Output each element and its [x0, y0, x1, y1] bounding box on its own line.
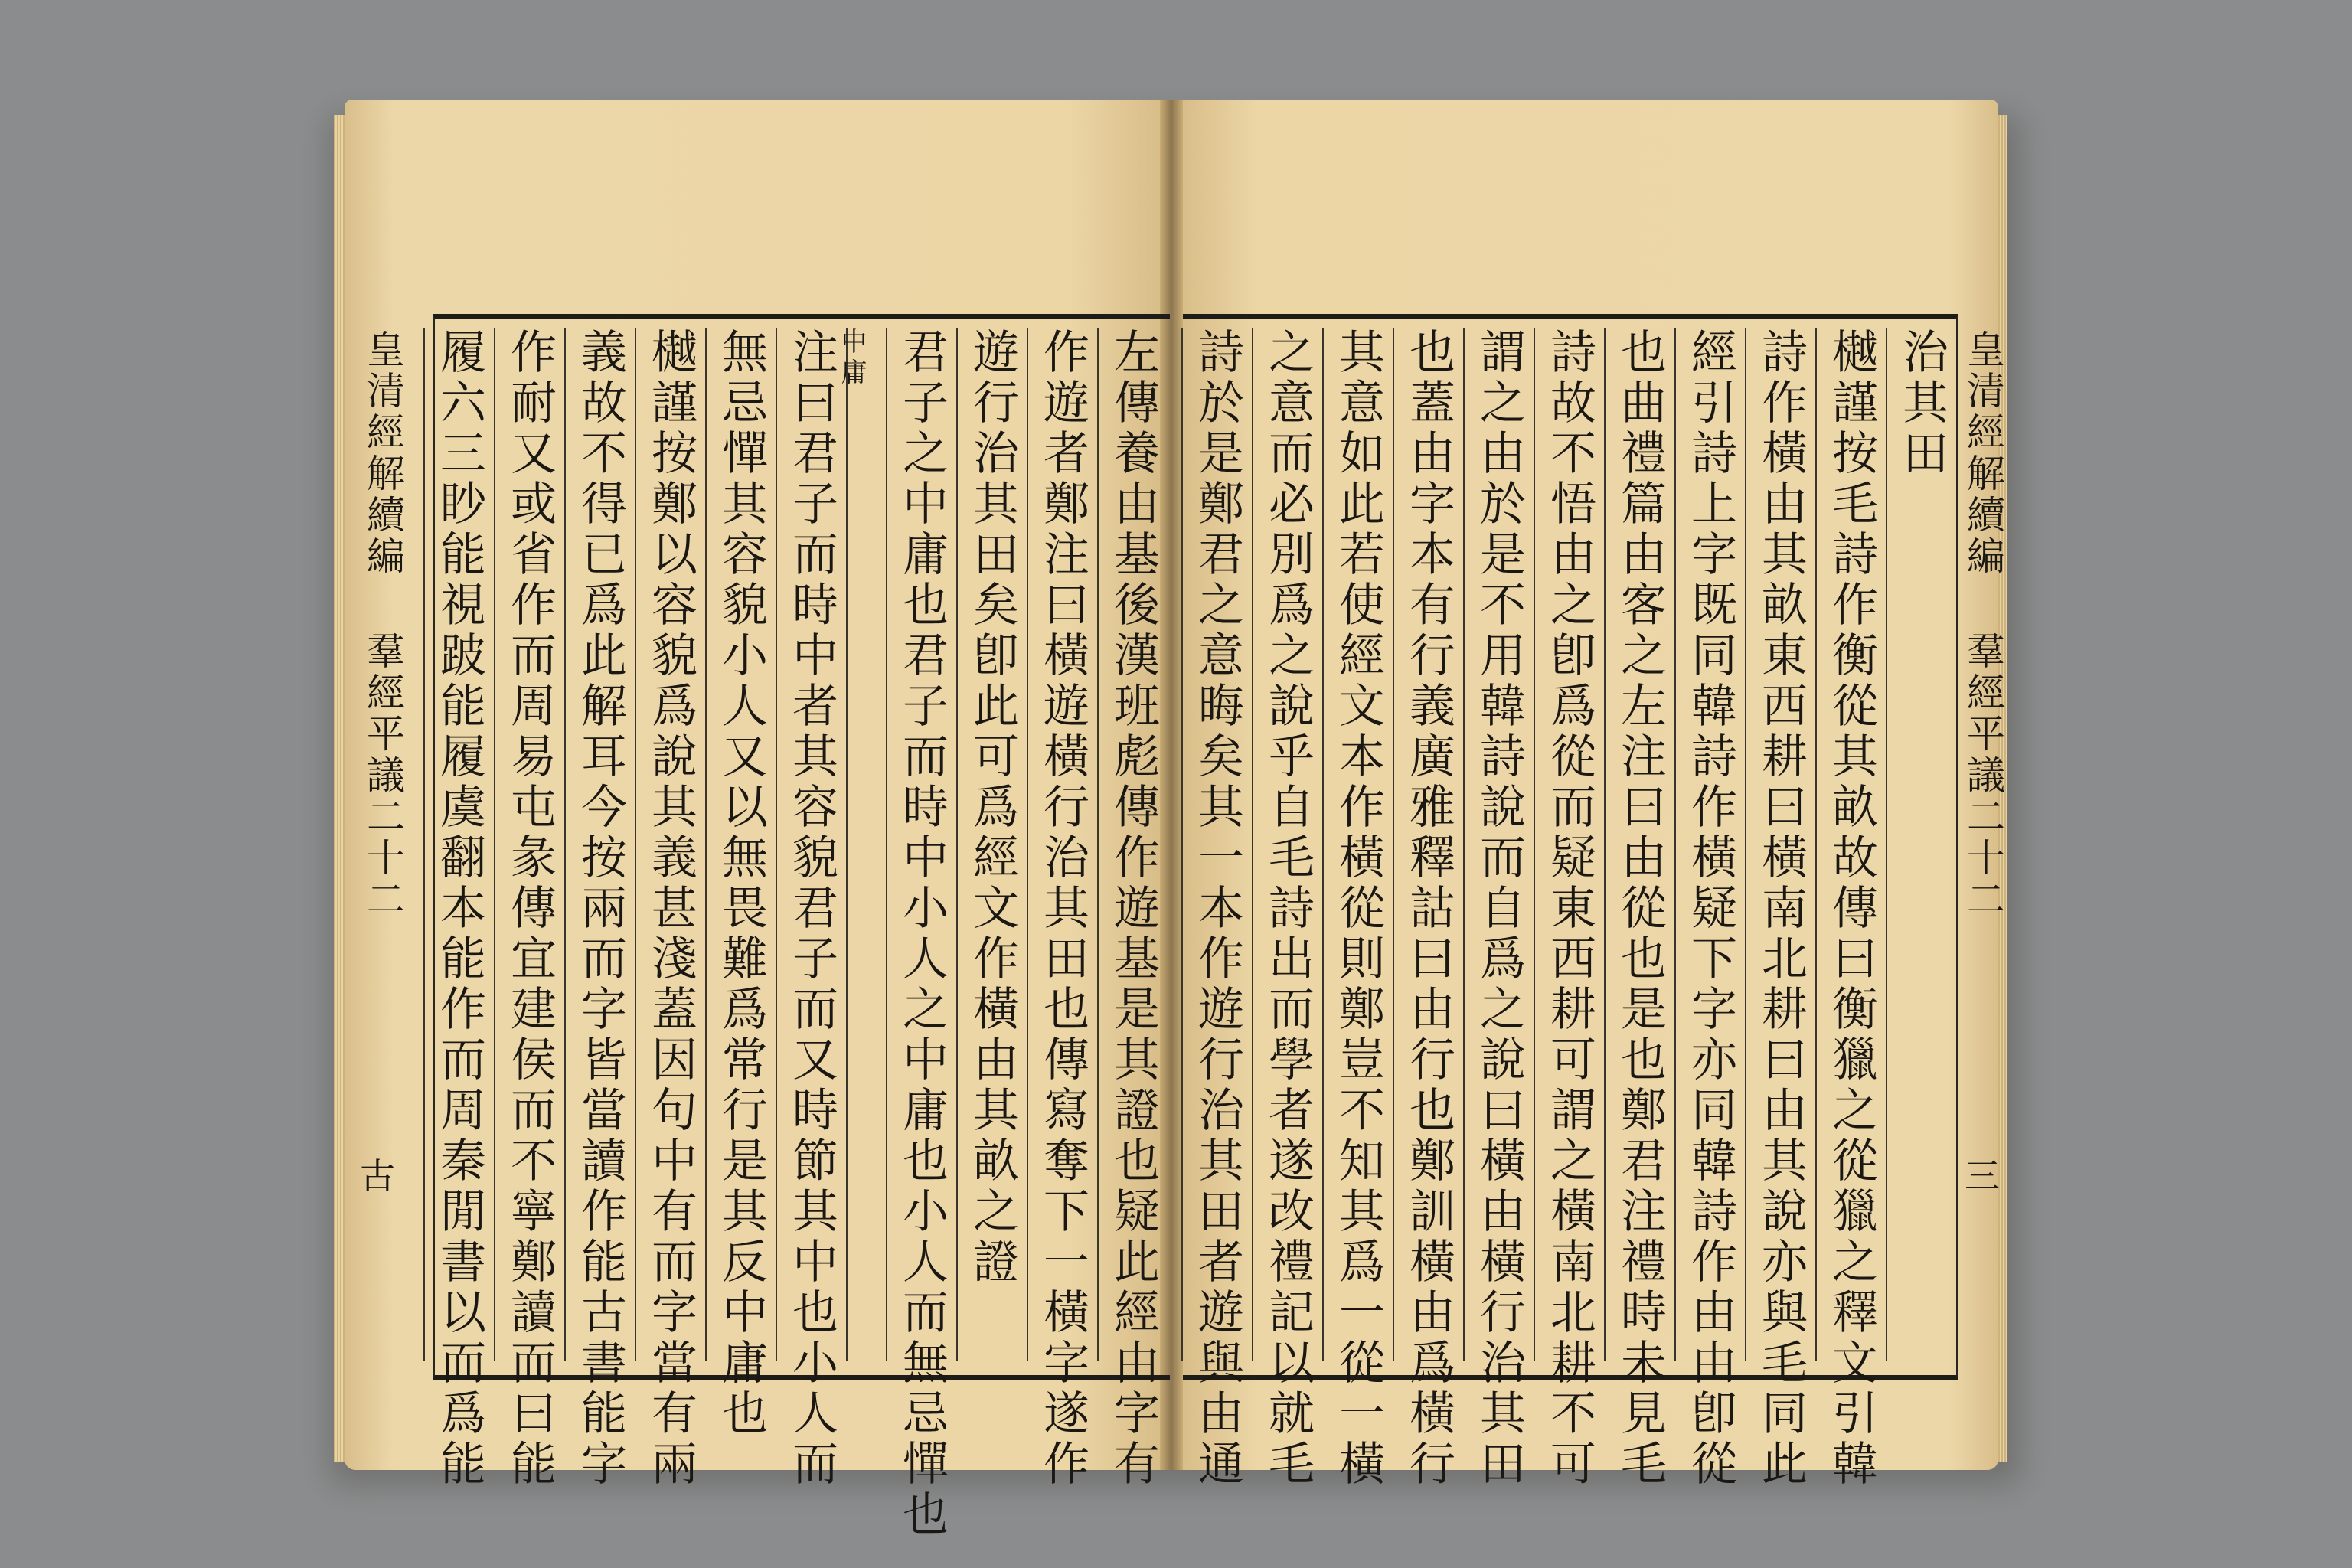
text-column: 經引詩上字既同韓詩作橫疑下字亦同韓詩作由由卽從	[1674, 328, 1745, 1361]
text-column: 樾謹按鄭以容貌爲說其義甚淺蓋因句中有而字當有兩	[635, 328, 705, 1361]
text-column: 詩故不悟由之卽爲從而疑東西耕可謂之橫南北耕不可	[1534, 328, 1604, 1361]
right-section-label: 羣經平議二十二	[1961, 630, 2005, 920]
left-section-label: 羣經平議二十二	[361, 630, 405, 920]
right-header-title: 皇清經解續編	[1961, 329, 2005, 577]
text-column: 左傳養由基後漢班彪傳作遊基是其證也疑此經由字有	[1097, 328, 1168, 1361]
text-column: 樾謹按毛詩作衡從其畝故傳曰衡獵之從獵之釋文引韓	[1815, 328, 1886, 1361]
text-column: 義故不得已爲此解耳今按兩而字皆當讀作能古書能字	[564, 328, 635, 1361]
right-page-text	[1183, 328, 1956, 1490]
text-column: 作遊者鄭注曰橫遊橫行治其田也傳寫奪下一橫字遂作	[1027, 328, 1097, 1361]
text-column: 履六三眇能視跛能履虞翻本能作而周秦閒書以而爲能	[423, 328, 494, 1361]
right-page-margin	[1960, 329, 2006, 920]
text-column: 治其田	[1886, 328, 1956, 1361]
left-folio-number: 古	[360, 1155, 395, 1197]
text-column: 君子之中庸也君子而時中小人之中庸也小人而無忌憚也	[886, 328, 956, 1361]
text-column: 作耐又或省作而周易屯彖傳宜建侯而不寧鄭讀而曰能	[494, 328, 564, 1361]
text-column: 詩於是鄭君之意晦矣其一本作遊行治其田者遊與由通	[1181, 328, 1252, 1361]
text-column: 之意而必別爲之說乎自毛詩出而學者遂改禮記以就毛	[1252, 328, 1322, 1361]
left-page-margin	[360, 329, 406, 920]
left-header-title: 皇清經解續編	[361, 329, 405, 577]
text-column: 遊行治其田矣卽此可爲經文作橫由其畝之證	[956, 328, 1027, 1361]
text-column: 詩作橫由其畝東西耕曰橫南北耕曰由其說亦與毛同此	[1745, 328, 1815, 1361]
text-column: 也曲禮篇由客之左注曰由從也是也鄭君注禮時未見毛	[1604, 328, 1674, 1361]
text-column: 其意如此若使經文本作橫從則鄭豈不知其爲一從一橫	[1322, 328, 1393, 1361]
text-column: 也蓋由字本有行義廣雅釋詁曰由行也鄭訓橫由爲橫行	[1393, 328, 1463, 1361]
text-column: 謂之由於是不用韓詩說而自爲之說曰橫由橫行治其田	[1463, 328, 1534, 1361]
text-column: 無忌憚其容貌小人又以無畏難爲常行是其反中庸也	[705, 328, 776, 1361]
text-column: 注曰君子而時中者其容貌君子而又時節其中也小人而	[776, 328, 846, 1361]
left-page-text	[433, 328, 1168, 1540]
subheading-column: 中庸	[846, 328, 886, 1361]
right-folio-number: 三	[1965, 1155, 2000, 1197]
